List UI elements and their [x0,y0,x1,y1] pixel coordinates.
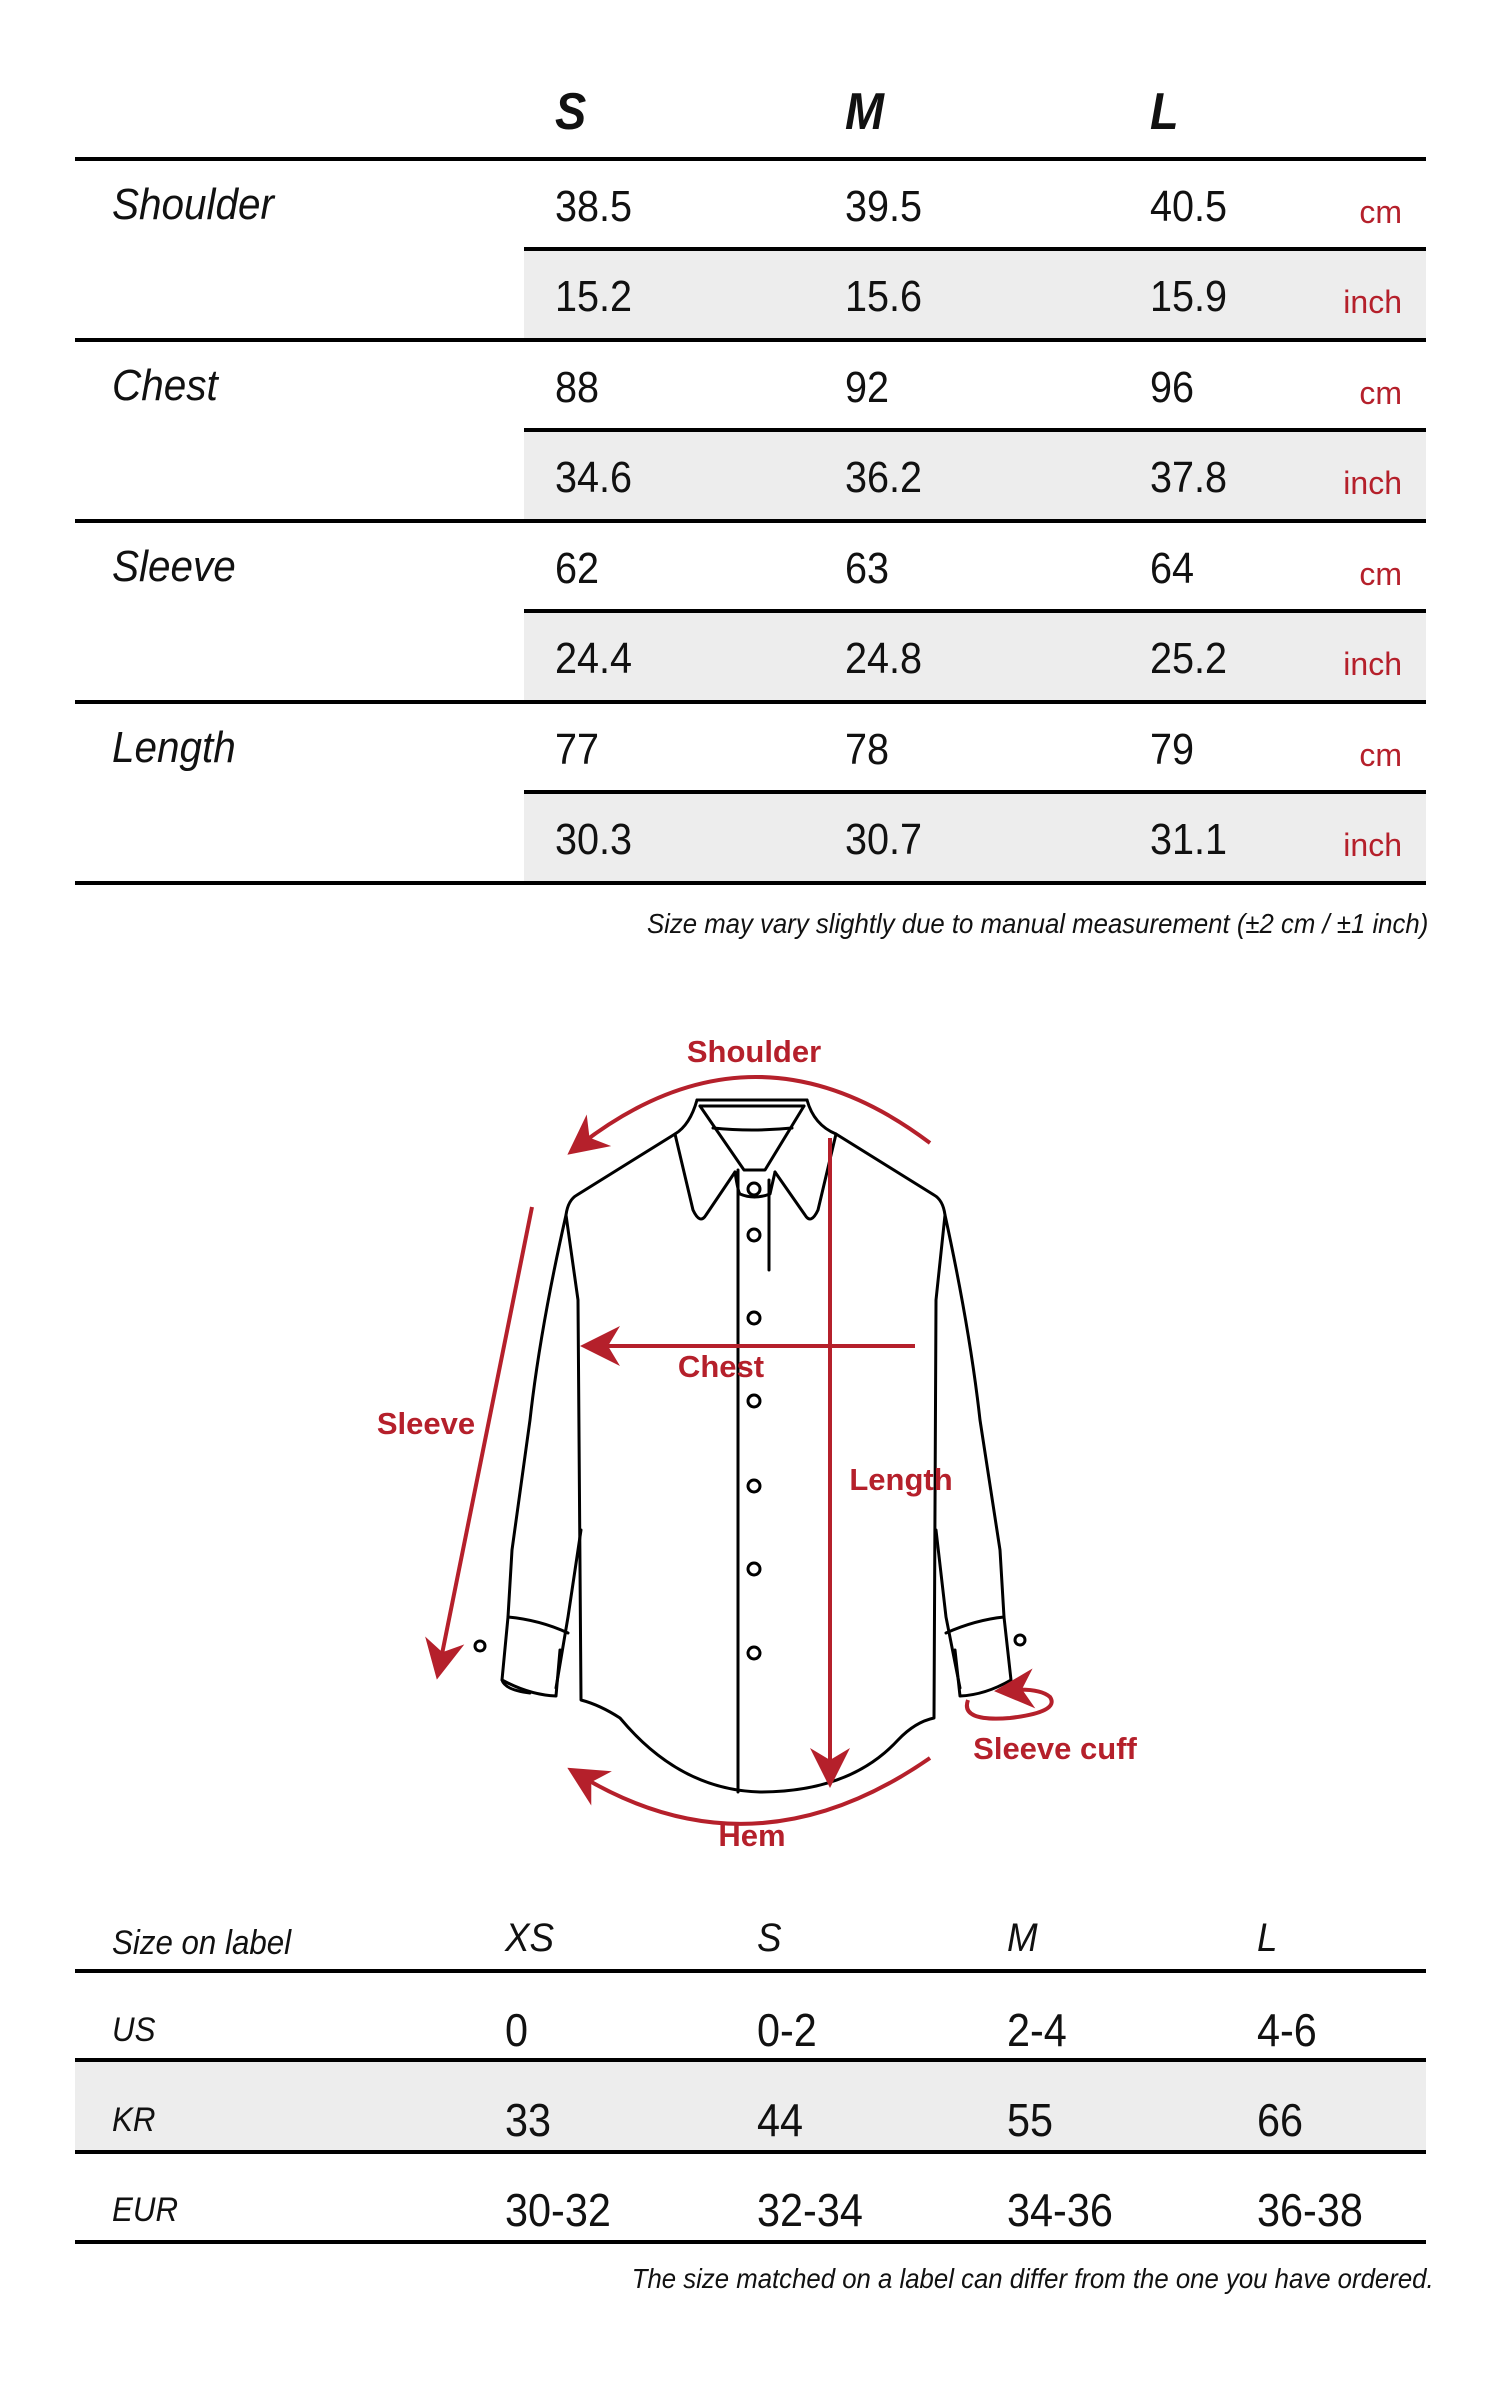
cell-value: 40.5 [1150,182,1228,231]
label-sleeve: Sleeve [376,1406,476,1441]
cell-value: 36-38 [1257,2184,1363,2236]
cell-value: 64 [1150,544,1195,593]
cell-value: 34-36 [1007,2184,1113,2236]
unit-inch: inch [1343,646,1402,682]
cell-value: 33 [505,2094,552,2146]
table-bottom-divider [75,2240,1426,2244]
unit-cm: cm [1359,737,1402,773]
region-eur: EUR [112,2191,179,2229]
cell-value: 24.8 [845,634,923,683]
row-label-length: Length [112,723,236,772]
cell-value: 55 [1007,2094,1054,2146]
unit-cm: cm [1359,194,1402,230]
row-divider [75,2058,1426,2062]
cell-value: 15.2 [555,272,633,321]
cell-value: 38.5 [555,182,633,231]
unit-cm: cm [1359,375,1402,411]
unit-inch: inch [1343,465,1402,501]
cell-value: 34.6 [555,453,633,502]
row-label-chest: Chest [112,361,218,410]
cell-value: 96 [1150,363,1195,412]
label-footnote: The size matched on a label can differ from the one you have ordered. [632,2263,1434,2294]
cell-value: 44 [757,2094,804,2146]
cell-value: 62 [555,544,600,593]
cell-value: 88 [555,363,600,412]
row-divider [75,2150,1426,2154]
cell-value: 78 [845,725,890,774]
label-length: Length [849,1462,953,1497]
unit-inch: inch [1343,284,1402,320]
label-shoulder: Shoulder [686,1034,822,1069]
measurement-footnote: Size may vary slightly due to manual measurement (±2 cm / ±1 inch) [646,908,1428,939]
cell-value: 4-6 [1257,2004,1317,2056]
cell-value: 79 [1150,725,1195,774]
cell-value: 15.6 [845,272,923,321]
cell-value: 77 [555,725,600,774]
size-on-label-heading: Size on label [112,1924,292,1962]
cell-value: 15.9 [1150,272,1228,321]
label-hem: Hem [718,1818,786,1853]
cell-value: 25.2 [1150,634,1228,683]
cell-value: 24.4 [555,634,633,683]
row-label-shoulder: Shoulder [112,180,275,229]
header-divider [75,1969,1426,1973]
row-label-sleeve: Sleeve [112,542,236,591]
label-chest: Chest [677,1349,765,1384]
size-header-l: L [1150,83,1179,141]
label-size-l: L [1257,1916,1278,1960]
label-size-s: S [757,1916,782,1960]
cell-value: 92 [845,363,890,412]
cell-value: 63 [845,544,890,593]
region-kr: KR [112,2101,156,2139]
kr-row-band [75,2062,1426,2150]
cell-value: 37.8 [1150,453,1228,502]
cell-value: 2-4 [1007,2004,1067,2056]
size-header-s: S [555,83,587,141]
cell-value: 0-2 [757,2004,817,2056]
size-header-m: M [845,83,884,141]
cell-value: 39.5 [845,182,923,231]
cell-value: 0 [505,2004,529,2056]
cell-value: 30.3 [555,815,633,864]
unit-cm: cm [1359,556,1402,592]
cell-value: 30-32 [505,2184,611,2236]
label-size-m: M [1007,1916,1038,1960]
region-us: US [112,2011,156,2049]
unit-inch: inch [1343,827,1402,863]
cell-value: 31.1 [1150,815,1228,864]
label-size-xs: XS [505,1916,555,1960]
cell-value: 36.2 [845,453,923,502]
cell-value: 30.7 [845,815,923,864]
cell-value: 66 [1257,2094,1304,2146]
cell-value: 32-34 [757,2184,863,2236]
label-sleeve-cuff: Sleeve cuff [973,1731,1137,1766]
